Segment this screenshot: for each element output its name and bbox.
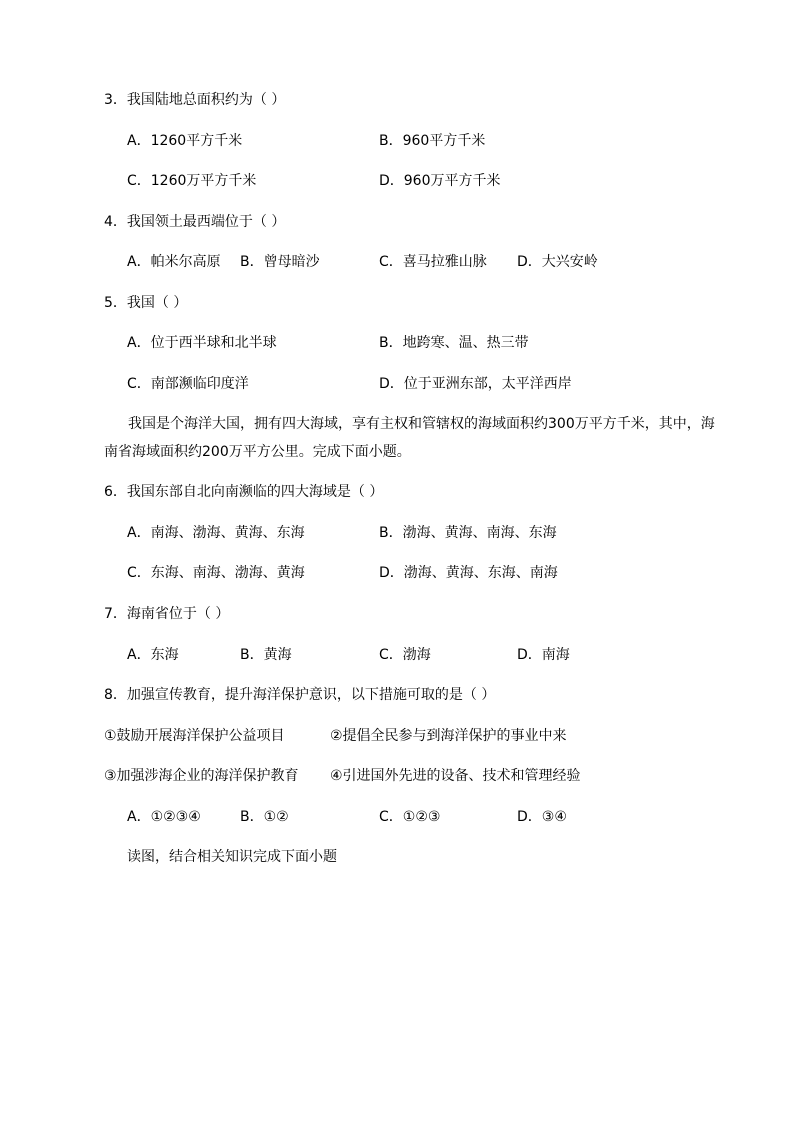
- question-6-option-b: B．渤海、黄海、南海、东海: [379, 525, 557, 541]
- question-8-statement-3: ③加强涉海企业的海洋保护教育: [104, 768, 299, 784]
- question-8-statement-2: ②提倡全民参与到海洋保护的事业中来: [330, 728, 567, 744]
- question-5-stem: 5．我国（ ）: [104, 295, 188, 311]
- map-section-intro: 读图，结合相关知识完成下面小题: [127, 849, 337, 865]
- question-4-option-c: C．喜马拉雅山脉: [379, 254, 487, 270]
- question-5-option-b: B．地跨寒、温、热三带: [379, 335, 529, 351]
- question-8-statement-1: ①鼓励开展海洋保护公益项目: [104, 728, 285, 744]
- question-6-option-d: D．渤海、黄海、东海、南海: [379, 565, 558, 581]
- question-3-option-a: A．1260平方千米: [127, 133, 243, 149]
- question-4-option-a: A．帕米尔高原: [127, 254, 221, 270]
- question-4-stem: 4．我国领土最西端位于（ ）: [104, 214, 286, 230]
- question-3-option-b: B．960平方千米: [379, 133, 486, 149]
- question-8-option-d: D．③④: [517, 809, 567, 825]
- question-6-stem: 6．我国东部自北向南濒临的四大海域是（ ）: [104, 484, 384, 500]
- question-6-option-c: C．东海、南海、渤海、黄海: [127, 565, 305, 581]
- question-7-option-a: A．东海: [127, 647, 179, 663]
- question-8-statement-4: ④引进国外先进的设备、技术和管理经验: [330, 768, 581, 784]
- question-7-option-b: B．黄海: [240, 647, 292, 663]
- question-8-option-b: B．①②: [240, 809, 289, 825]
- question-7-option-d: D．南海: [517, 647, 570, 663]
- question-5-option-c: C．南部濒临印度洋: [127, 376, 249, 392]
- question-5-option-d: D．位于亚洲东部，太平洋西岸: [379, 376, 572, 392]
- question-5-option-a: A．位于西半球和北半球: [127, 335, 277, 351]
- question-6-option-a: A．南海、渤海、黄海、东海: [127, 525, 305, 541]
- question-8-stem: 8．加强宣传教育，提升海洋保护意识，以下措施可取的是（ ）: [104, 687, 496, 703]
- question-8-option-a: A．①②③④: [127, 809, 201, 825]
- question-8-option-c: C．①②③: [379, 809, 441, 825]
- passage-text: 我国是个海洋大国，拥有四大海域，享有主权和管辖权的海域面积约300万平方千米，其中，海南省海域面积约200万平方公里。完成下面小题。: [104, 416, 715, 460]
- question-4-option-b: B．曾母暗沙: [240, 254, 320, 270]
- question-4-option-d: D．大兴安岭: [517, 254, 598, 270]
- question-3-option-c: C．1260万平方千米: [127, 173, 257, 189]
- question-7-option-c: C．渤海: [379, 647, 431, 663]
- question-7-stem: 7．海南省位于（ ）: [104, 606, 230, 622]
- question-3-option-d: D．960万平方千米: [379, 173, 501, 189]
- question-3-stem: 3．我国陆地总面积约为（ ）: [104, 92, 286, 108]
